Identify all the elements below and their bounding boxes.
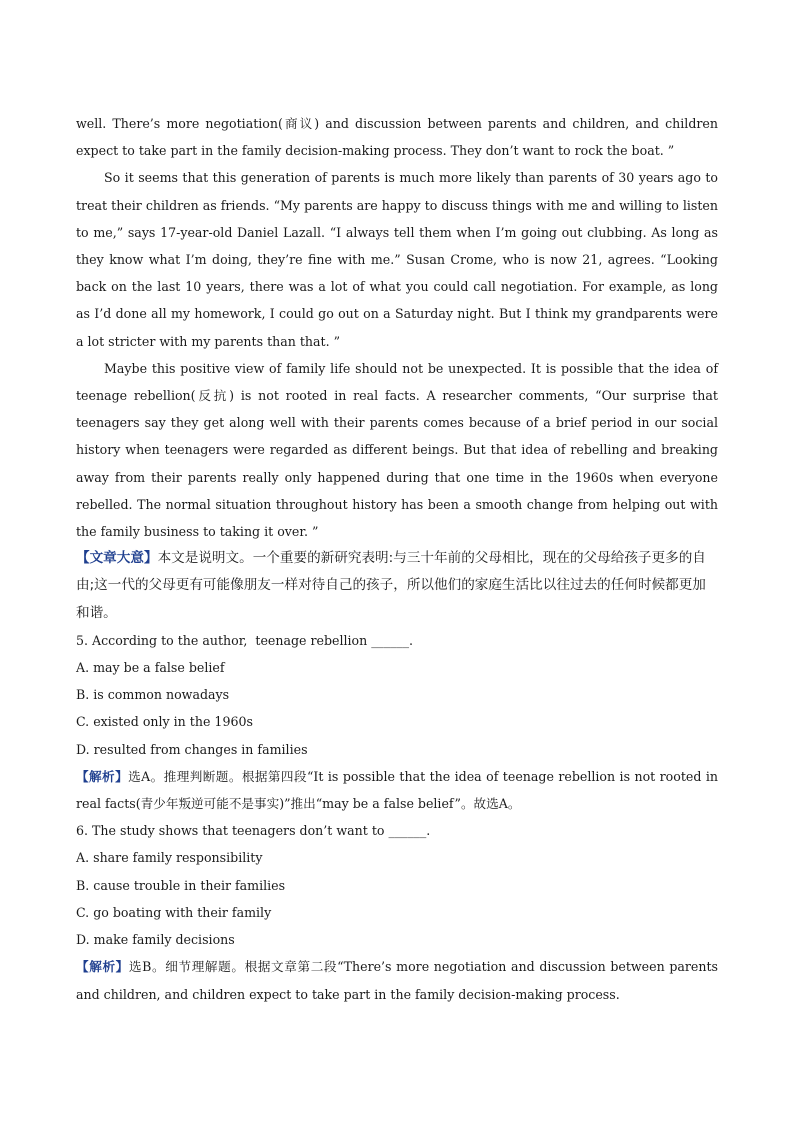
summary-tag: 【文章大意】 <box>76 550 158 567</box>
analysis-tag: 【解析】 <box>76 959 129 975</box>
question-6-analysis <box>76 953 718 1007</box>
question-5-option-d: D. resulted from changes in families <box>76 741 308 757</box>
question-6-option-b: B. cause trouble in their families <box>76 877 286 893</box>
passage-paragraph-2: So it seems that this generation of parents is much more likely than parents of 30 years ago to treat their children as friends. “My parents are happy to discuss things with me and willing to listen to me,” says 17-year-old Daniel Lazall. “I always tell them when I’m going out clubbing. As long as they know what I’m doing, they’re fine with me.” Susan Crome, who is now 21, agrees. “Looking back on the last 10 years, there was a lot of what you could call negotiation. For example, as long as I’d done all my homework, I could go out on a Saturday night. But I think my grandparents were a lot stricter with my parents than that. ” <box>76 170 718 349</box>
question-5-option-b: B. is common nowadays <box>76 687 230 703</box>
analysis-text: 选B。细节理解题。根据文章第二段“There’s more negotiation and discussion between parents and children, and children expect to take part in the family decision-making process. <box>76 959 719 1002</box>
question-6-stem: 6. The study shows that teenagers don’t want to ______. <box>76 823 431 839</box>
question-6-option-d: D. make family decisions <box>76 932 235 948</box>
question-5-analysis <box>76 763 718 817</box>
article-summary <box>76 545 718 627</box>
question-5-option-a: A. may be a false belief <box>76 660 225 676</box>
question-6-option-c: C. go boating with their family <box>76 904 272 920</box>
question-5-stem: 5. According to the author, teenage rebellion ______. <box>76 632 414 648</box>
passage-paragraph-1: well. There’s more negotiation(商议) and discussion between parents and children, and children expect to take part in the family decision-making process. They don’t want to rock the boat. ” <box>76 116 718 159</box>
passage-paragraph-3: Maybe this positive view of family life should not be unexpected. It is possible that the idea of teenage rebellion(反抗) is not rooted in real facts. A researcher comments, “Our surprise that teenagers say they get along well with their parents comes because of a brief period in our social history when teenagers were regarded as different beings. But that idea of rebelling and breaking away from their parents really only happened during that one time in the 1960s when everyone rebelled. The normal situation throughout history has been a smooth change from helping out with the family business to taking it over. ” <box>76 360 718 540</box>
analysis-tag: 【解析】 <box>76 768 129 784</box>
question-6-option-a: A. share family responsibility <box>76 850 263 866</box>
summary-text: 本文是说明文。一个重要的新研究表明:与三十年前的父母相比，现在的父母给孩子更多的自由;这一代的父母更有可能像朋友一样对待自己的孩子，所以他们的家庭生活比以往过去的任何时候都更加和谐。 <box>76 550 706 621</box>
question-5-option-c: C. existed only in the 1960s <box>76 714 253 730</box>
analysis-text: 选A。推理判断题。根据第四段“It is possible that the idea of teenage rebellion is not rooted in real facts(青少年叛逆可能不是事实)”推出“may be a false belief”。故选A。 <box>76 768 718 812</box>
document-page <box>76 110 718 1008</box>
